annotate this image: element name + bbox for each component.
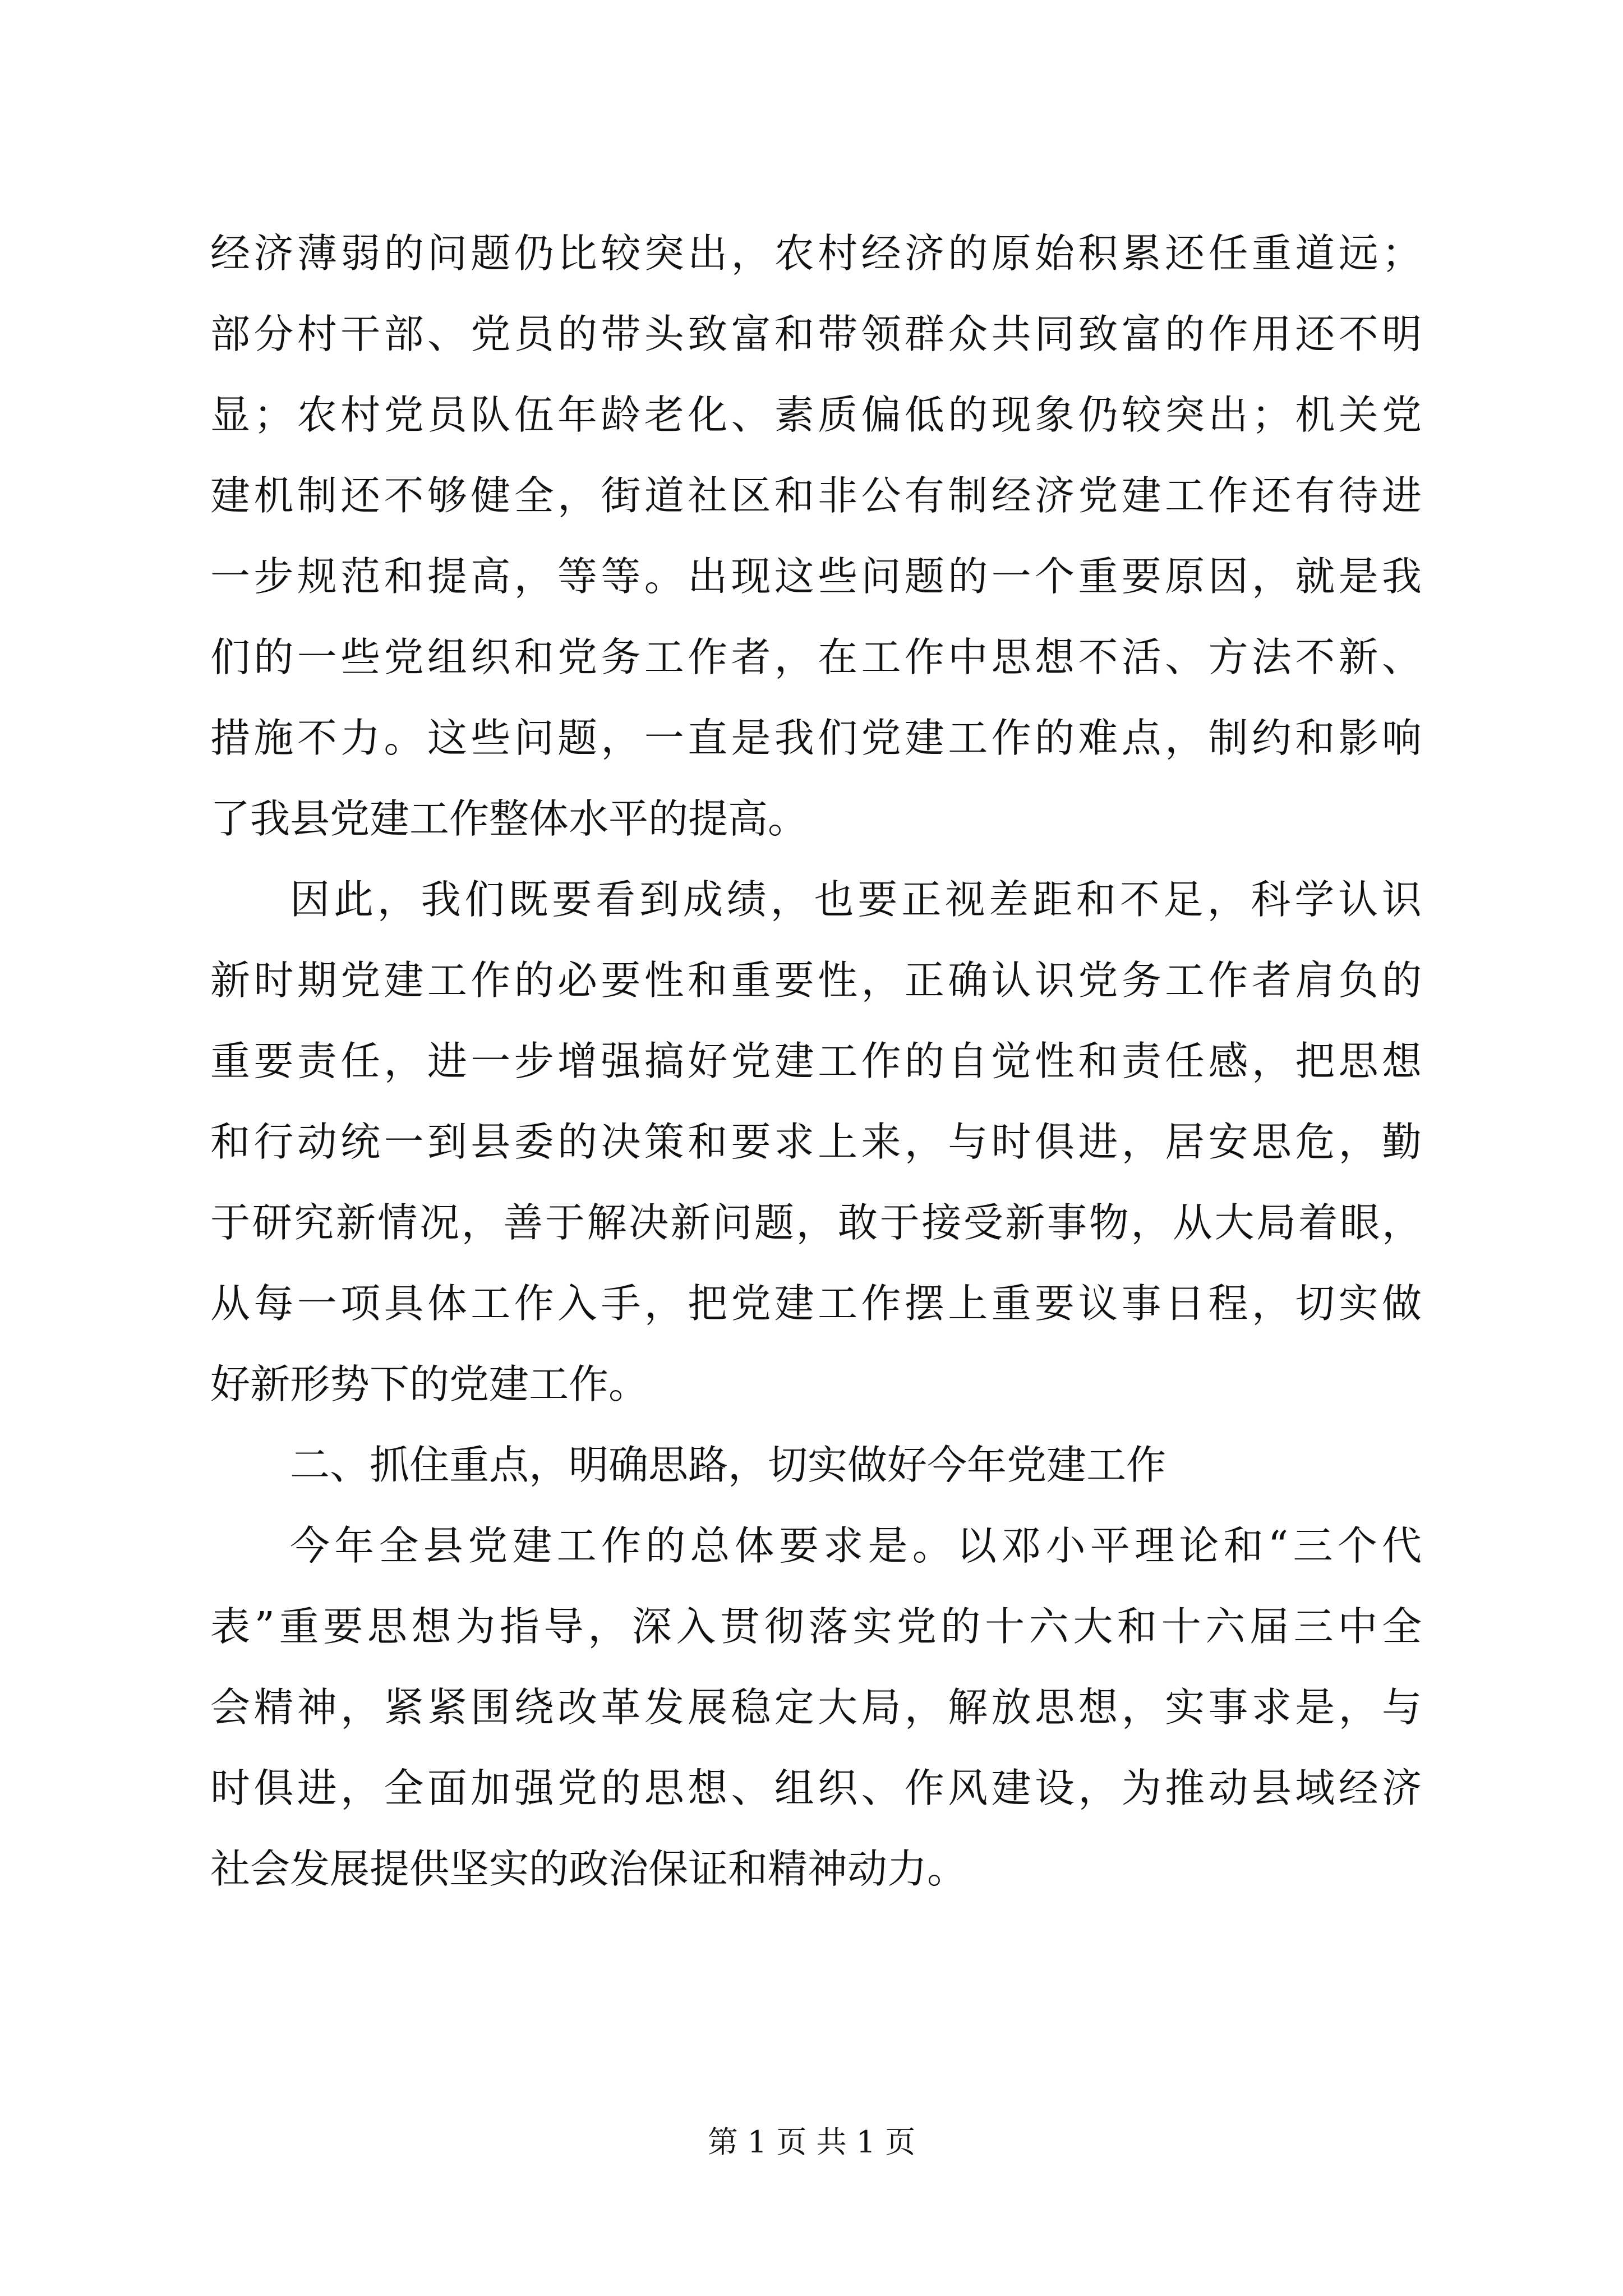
paragraph-line: 社会发展提供坚实的政治保证和精神动力。 [210,1846,967,1892]
paragraph-line: 部分村干部、党员的带头致富和带领群众共同致富的作用还不明 [210,311,1422,357]
paragraph-line: 建机制还不够健全，街道社区和非公有制经济党建工作还有待进 [210,472,1422,519]
paragraph-line: 新时期党建工作的必要性和重要性，正确认识党务工作者肩负的 [210,957,1422,1004]
body-text [210,213,1422,1910]
paragraph-line: 和行动统一到县委的决策和要求上来，与时俱进，居安思危，勤 [210,1119,1422,1165]
paragraph-line: 措施不力。这些问题，一直是我们党建工作的难点，制约和影响 [210,715,1422,761]
paragraph-line: 二、抓住重点，明确思路，切实做好今年党建工作 [290,1442,1166,1488]
paragraph-line: 显；农村党员队伍年龄老化、素质偏低的现象仍较突出；机关党 [210,392,1422,438]
paragraph-line: 从每一项具体工作入手，把党建工作摆上重要议事日程，切实做 [210,1280,1422,1327]
paragraph-line: 好新形势下的党建工作。 [210,1361,649,1407]
paragraph-line: 了我县党建工作整体水平的提高。 [210,795,808,842]
paragraph-line: 时俱进，全面加强党的思想、组织、作风建设，为推动县域经济 [210,1765,1422,1811]
paragraph-line: 经济薄弱的问题仍比较突出，农村经济的原始积累还任重道远； [210,230,1422,277]
page-footer: 第 1 页 共 1 页 [707,2124,916,2160]
paragraph-line: 于研究新情况，善于解决新问题，敢于接受新事物，从大局着眼， [210,1199,1422,1246]
paragraph-line: 会精神，紧紧围绕改革发展稳定大局，解放思想，实事求是，与 [210,1684,1422,1731]
paragraph-line: 重要责任，进一步增强搞好党建工作的自觉性和责任感，把思想 [210,1038,1422,1084]
paragraph-line: 们的一些党组织和党务工作者，在工作中思想不活、方法不新、 [210,634,1422,680]
paragraph-line: 因此，我们既要看到成绩，也要正视差距和不足，科学认识 [290,876,1422,923]
paragraph-line: 今年全县党建工作的总体要求是。以邓小平理论和“三个代 [290,1522,1422,1569]
paragraph-line: 表”重要思想为指导，深入贯彻落实党的十六大和十六届三中全 [210,1603,1422,1650]
paragraph-line: 一步规范和提高，等等。出现这些问题的一个重要原因，就是我 [210,553,1422,600]
